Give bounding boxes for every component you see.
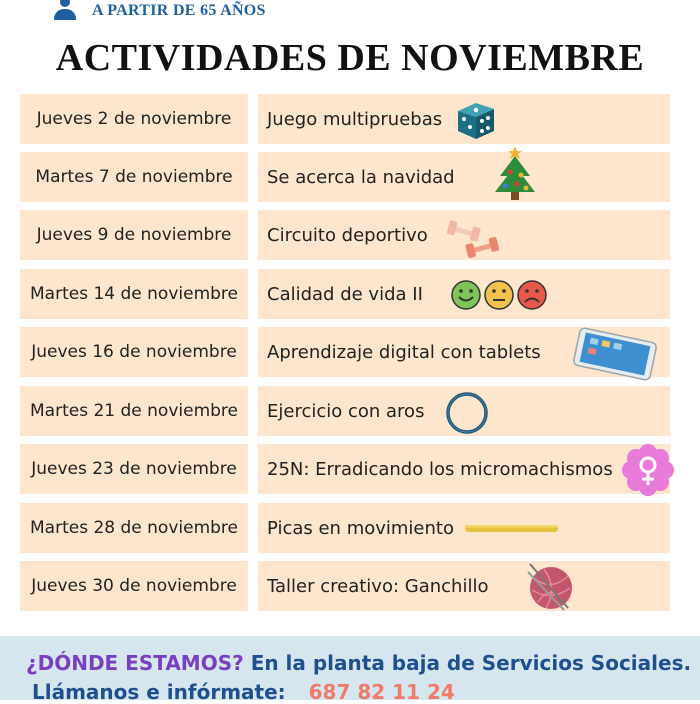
- activity-date: Jueves 30 de noviembre: [20, 561, 248, 611]
- activity-row: [20, 444, 670, 494]
- activity-name: Circuito deportivo: [258, 210, 670, 260]
- call-label: Llámanos e infórmate:: [32, 680, 286, 704]
- female-symbol-flower-icon: [621, 443, 675, 497]
- activity-row: [20, 269, 670, 319]
- activity-date: Martes 7 de noviembre: [20, 152, 248, 202]
- activity-row: [20, 503, 670, 553]
- where-question: ¿DÓNDE ESTAMOS?: [26, 651, 244, 675]
- activity-row: [20, 152, 670, 202]
- page-title: ACTIVIDADES DE NOVIEMBRE: [55, 37, 645, 79]
- activity-row: [20, 94, 670, 144]
- contact-line: [32, 680, 455, 704]
- activity-name: Ejercicio con aros: [258, 386, 670, 436]
- location-line: [26, 651, 691, 675]
- stick-icon: [464, 523, 560, 535]
- activity-name: 25N: Erradicando los micromachismos: [258, 444, 670, 494]
- activity-name: Se acerca la navidad: [258, 152, 670, 202]
- christmas-tree-icon: [490, 142, 540, 204]
- activity-date: Jueves 9 de noviembre: [20, 210, 248, 260]
- activity-name: Taller creativo: Ganchillo: [258, 561, 670, 611]
- where-answer: En la planta baja de Servicios Sociales.: [250, 651, 692, 675]
- activity-name: Juego multipruebas: [258, 94, 670, 144]
- activity-name: Aprendizaje digital con tablets: [258, 327, 670, 377]
- activity-name: Calidad de vida II: [258, 269, 670, 319]
- activity-row: [20, 561, 670, 611]
- activity-row: [20, 386, 670, 436]
- hoop-icon: [444, 390, 490, 436]
- audience-header: [52, 0, 266, 22]
- age-label: A PARTIR DE 65 AÑOS: [92, 2, 266, 19]
- dumbbells-icon: [444, 218, 504, 258]
- activity-date: Jueves 23 de noviembre: [20, 444, 248, 494]
- activity-date: Jueves 2 de noviembre: [20, 94, 248, 144]
- tablet-icon: [568, 327, 662, 381]
- activity-date: Jueves 16 de noviembre: [20, 327, 248, 377]
- activity-row: [20, 210, 670, 260]
- mood-faces-icon: [451, 279, 547, 311]
- activity-date: Martes 21 de noviembre: [20, 386, 248, 436]
- phone-number[interactable]: 687 82 11 24: [308, 680, 455, 704]
- activity-date: Martes 14 de noviembre: [20, 269, 248, 319]
- user-icon: [52, 1, 78, 21]
- dice-icon: [454, 97, 500, 141]
- activity-date: Martes 28 de noviembre: [20, 503, 248, 553]
- yarn-ball-icon: [524, 562, 578, 612]
- activity-name: Picas en movimiento: [258, 503, 670, 553]
- activity-row: [20, 327, 670, 377]
